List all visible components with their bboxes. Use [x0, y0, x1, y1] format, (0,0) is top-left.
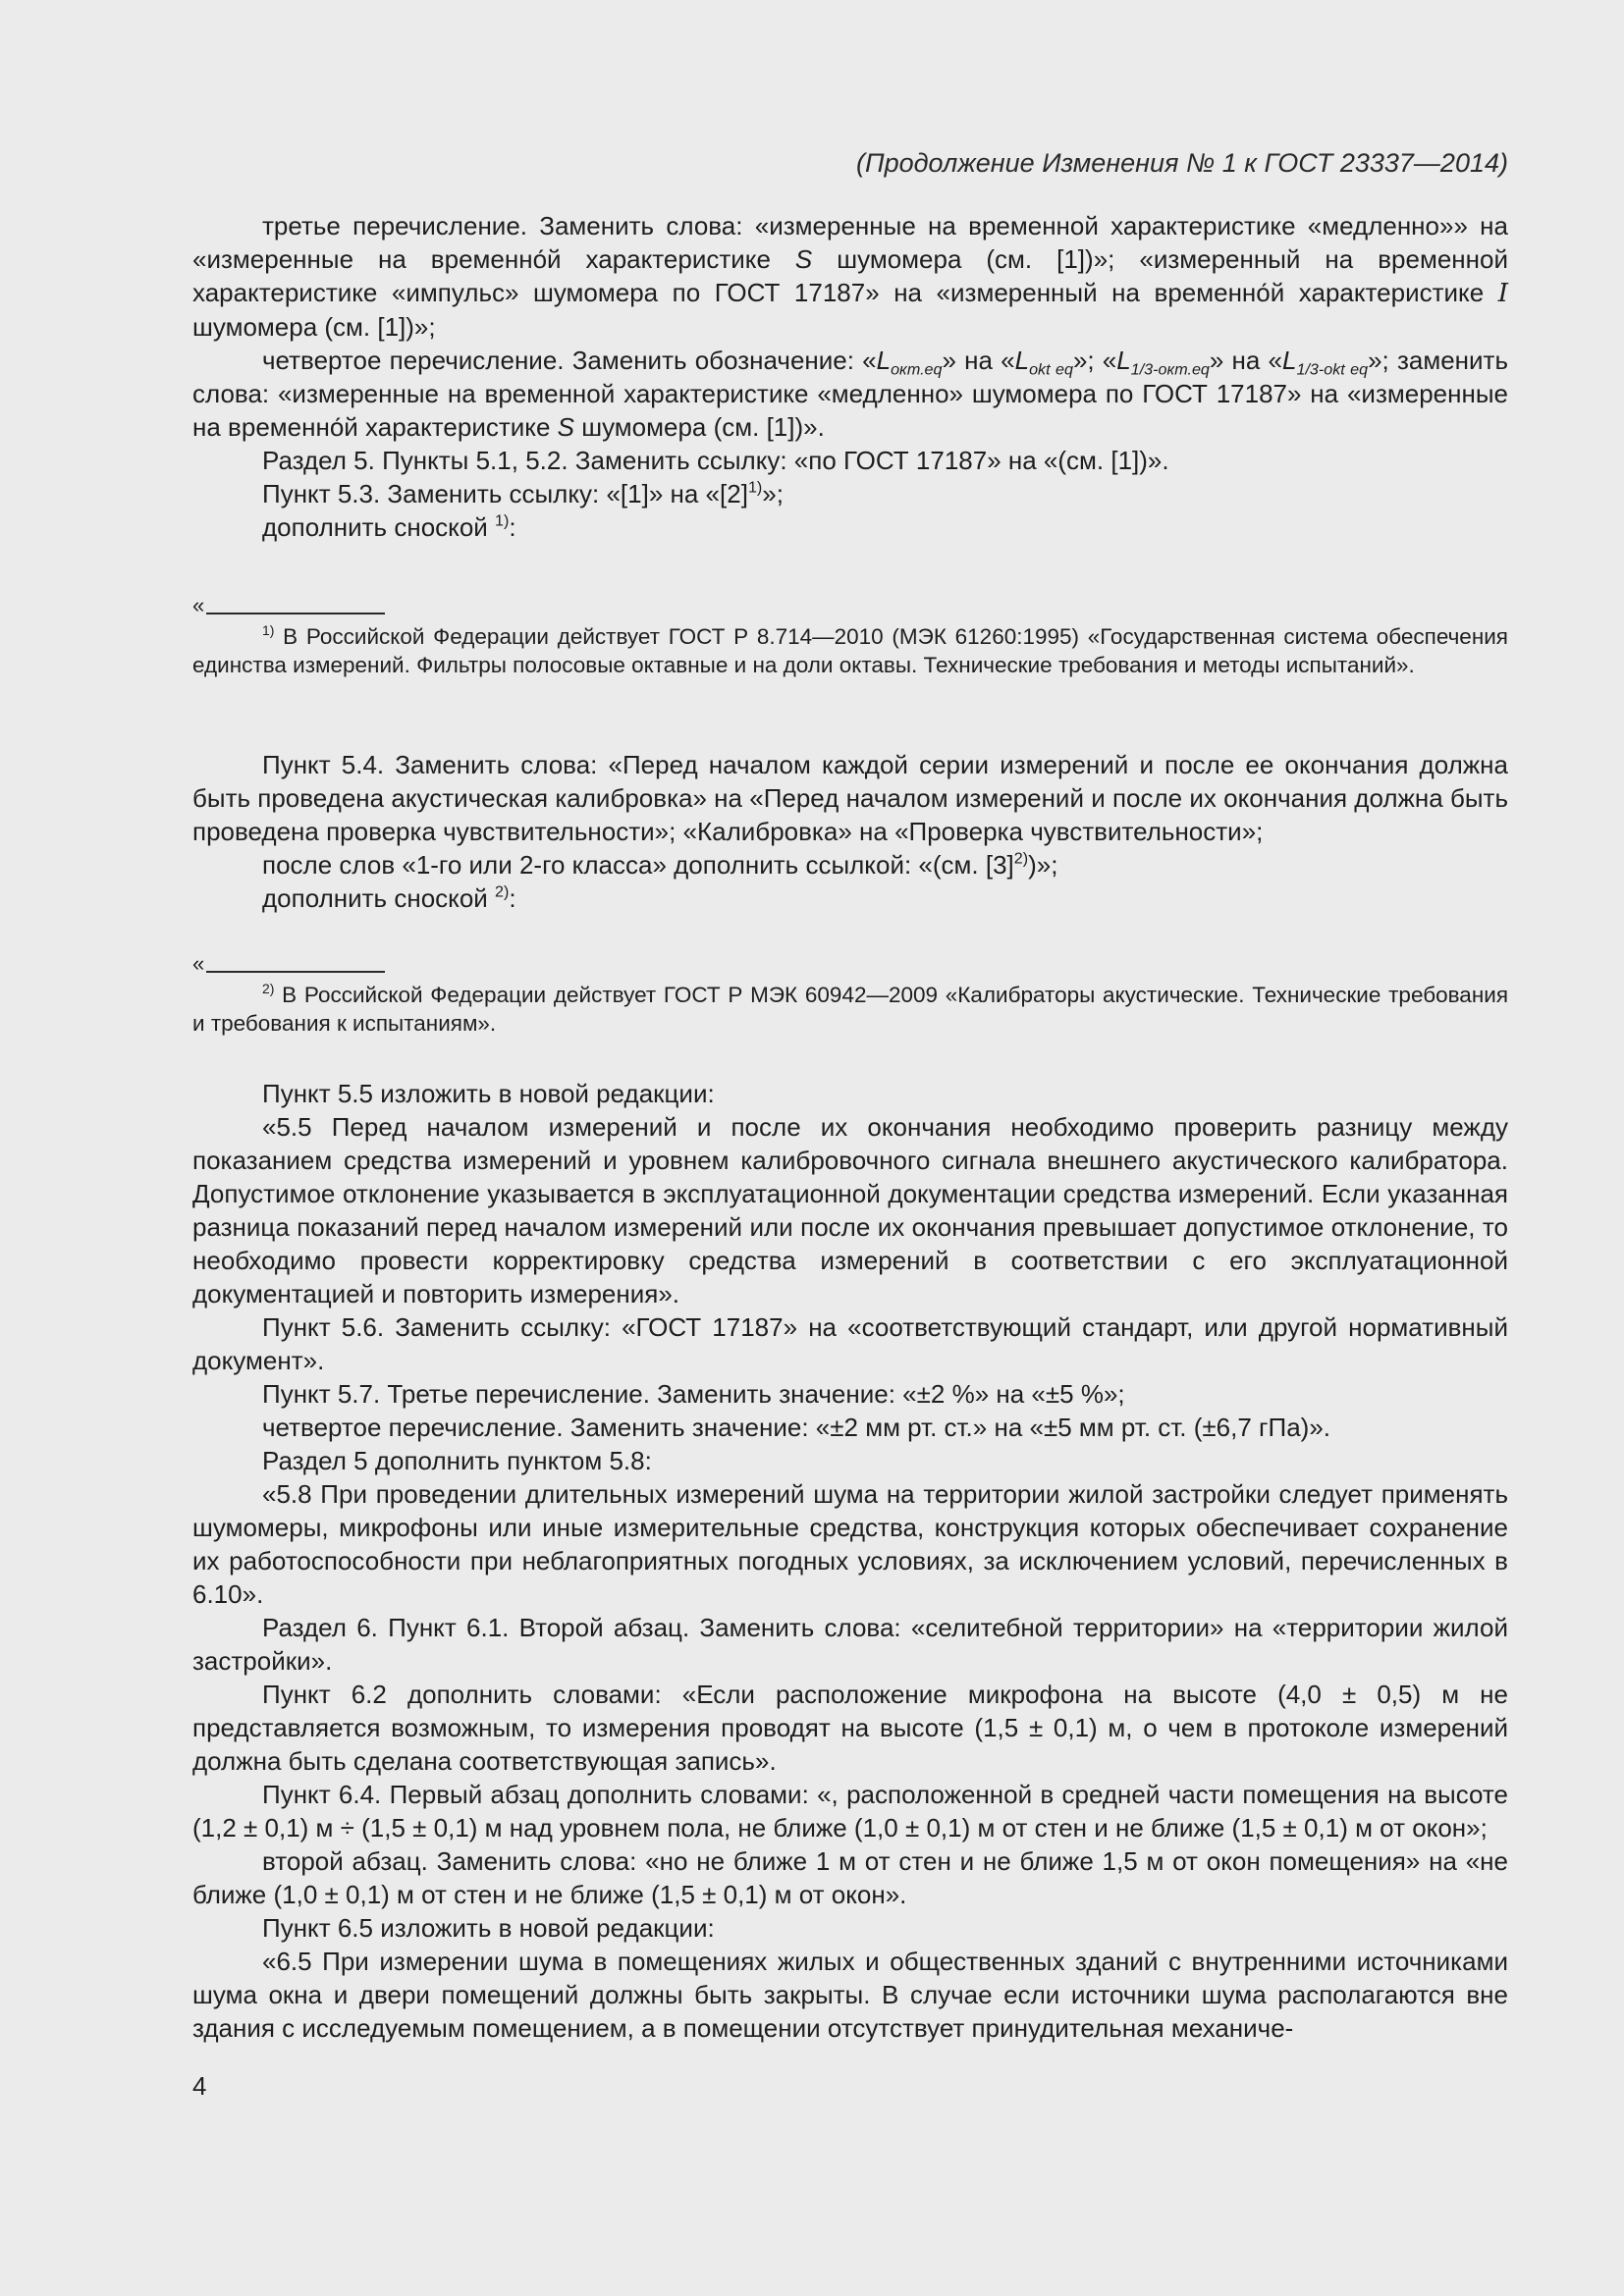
paragraph: Пункт 6.4. Первый абзац дополнить словами: «, расположенной в средней части помещения на высоте (1,2 ± 0,1) м ÷ (1,5 ± 0,1) м над уровнем пола, не ближе (1,0 ± 0,1) м от стен и не ближе (1,5 ± 0,1) м от окон»;	[192, 1780, 1508, 1842]
paragraph-item-5-3: Пункт 5.3. Заменить ссылку: «[1]» на «$[2]^{1)}$»;	[262, 478, 784, 508]
paragraph-add-footnote-2: дополнить сноской $^{2)}$:	[262, 882, 516, 913]
paragraph: второй абзац. Заменить слова: «но не ближе 1 м от стен и не ближе 1,5 м от окон помещения» на «не ближе (1,0 ± 0,1) м от стен и не ближе (1,5 ± 0,1) м от окон».	[192, 1846, 1508, 1909]
footnote-1: $^{1)}$ В Российской Федерации действует ГОСТ Р 8.714—2010 (МЭК 61260:1995) «Государственная система обеспечения единства измерений. Фильтры полосовые октавные и на доли октавы. Технические требования и методы испытаний».	[192, 621, 1508, 677]
paragraph-add-footnote-1: дополнить сноской $^{1)}$:	[262, 511, 516, 542]
paragraph: Пункт 5.7. Третье перечисление. Заменить значение: «±2 %» на «±5 %»;	[262, 1379, 1125, 1409]
paragraph: Раздел 5 дополнить пунктом 5.8:	[262, 1446, 652, 1475]
symbol-i: I	[1497, 279, 1508, 308]
paragraph: «5.5 Перед началом измерений и после их окончания необходимо проверить разницу между показанием средства измерений и уровнем калибровочного сигнала внешнего акустического калибратора. Допустимое отклонение указывается в эксплуатационной документации средства измерений. Если указанная разница показаний перед началом измерений или после их окончания превышает допустимое отклонение, то необходимо провести корректировку средства измерений в соответствии с его эксплуатационной документацией и повторить измерения».	[192, 1112, 1508, 1308]
footnote-block-2	[192, 951, 1508, 1038]
footnote-ref: 2)	[495, 882, 510, 901]
paragraph: «6.5 При измерении шума в помещениях жилых и общественных зданий с внутренними источниками шума окна и двери помещений должны быть закрыты. В случае если источники шума располагаются вне здания с исследуемым помещением, а в помещении отсутствует принудительная механиче-	[192, 1947, 1508, 2043]
paragraph: Пункт 6.5 изложить в новой редакции:	[262, 1913, 715, 1943]
section-block-3	[192, 1077, 1508, 2045]
paragraph-section-5: Раздел 5. Пункты 5.1, 5.2. Заменить ссылку: «по ГОСТ 17187» на «(см. [1])».	[262, 446, 1169, 475]
paragraph: четвертое перечисление. Заменить значение: «±2 мм рт. ст.» на «±5 мм рт. ст. (±6,7 гПа)».	[262, 1413, 1331, 1442]
symbol-s: S	[794, 244, 813, 274]
opening-quote: «	[192, 593, 205, 617]
section-block-2	[192, 748, 1508, 915]
page-number: 4	[192, 2071, 207, 2101]
paragraph-after-words: после слов «1-го или 2-го класса» дополнить ссылкой: «(см. $[3]^{2)}$)»;	[262, 849, 1058, 880]
section-block-1	[192, 209, 1508, 544]
footnote-separator	[192, 593, 1508, 622]
paragraph-item-5-4: Пункт 5.4. Заменить слова: «Перед началом каждой серии измерений и после ее окончания должна быть проведена акустическая калибровка» на «Перед началом измерений и после их окончания должна быть проведена проверка чувствительности»; «Калибровка» на «Проверка чувствительности»;	[192, 750, 1508, 846]
footnote-block-1	[192, 593, 1508, 679]
footnote-ref: 1)	[747, 478, 763, 497]
footnote-separator	[192, 951, 1508, 981]
separator-line	[206, 971, 385, 973]
footnote-ref: 1)	[495, 511, 510, 530]
paragraph: Раздел 6. Пункт 6.1. Второй абзац. Заменить слова: «селитебной территории» на «территории жилой застройки».	[192, 1613, 1508, 1676]
paragraph: Пункт 5.5 изложить в новой редакции:	[262, 1079, 715, 1108]
paragraph: Пункт 6.2 дополнить словами: «Если расположение микрофона на высоте (4,0 ± 0,5) м не представляется возможным, то измерения проводят на высоте (1,5 ± 0,1) м, о чем в протоколе измерений должна быть сделана соответствующая запись».	[192, 1680, 1508, 1776]
opening-quote: «	[192, 951, 205, 976]
paragraph: «5.8 При проведении длительных измерений шума на территории жилой застройки следует применять шумомеры, микрофоны или иные измерительные средства, конструкция которых обеспечивает сохранение их работоспособности при неблагоприятных погодных условиях, за исключением условий, перечисленных в 6.10».	[192, 1479, 1508, 1609]
paragraph-fourth-listing: четвертое перечисление. Заменить обозначение: «$L_{окт.eq}$» на «$L_{okt eq}$»; «$L_{1/3-окт.eq}$» на «$L_{1/3-okt eq}$»; заменить слова: «измеренные на временной характеристике «медленно» шумомера по ГОСТ 17187» на «измеренные на временно́й характеристике S шумомера (см. [1])».	[192, 346, 1509, 442]
running-header: (Продолжение Изменения № 1 к ГОСТ 23337—2014)	[856, 148, 1508, 178]
separator-line	[206, 613, 385, 614]
paragraph: Пункт 5.6. Заменить ссылку: «ГОСТ 17187» на «соответствующий стандарт, или другой нормативный документ».	[192, 1312, 1508, 1375]
footnote-ref: 2)	[1013, 849, 1029, 868]
footnote-2: $^{2)}$ В Российской Федерации действует ГОСТ Р МЭК 60942—2009 «Калибраторы акустические. Технические требования и требования к испытаниям».	[192, 980, 1508, 1036]
paragraph-third-listing: третье перечисление. Заменить слова: «измеренные на временной характеристике «медленно»» на «измеренные на временно́й характеристике S шумомера (см. [1])»; «измеренный на временной характеристике «импульс» шумомера по ГОСТ 17187» на «измеренный на временно́й характеристике I шумомера (см. [1])»;	[192, 211, 1508, 342]
